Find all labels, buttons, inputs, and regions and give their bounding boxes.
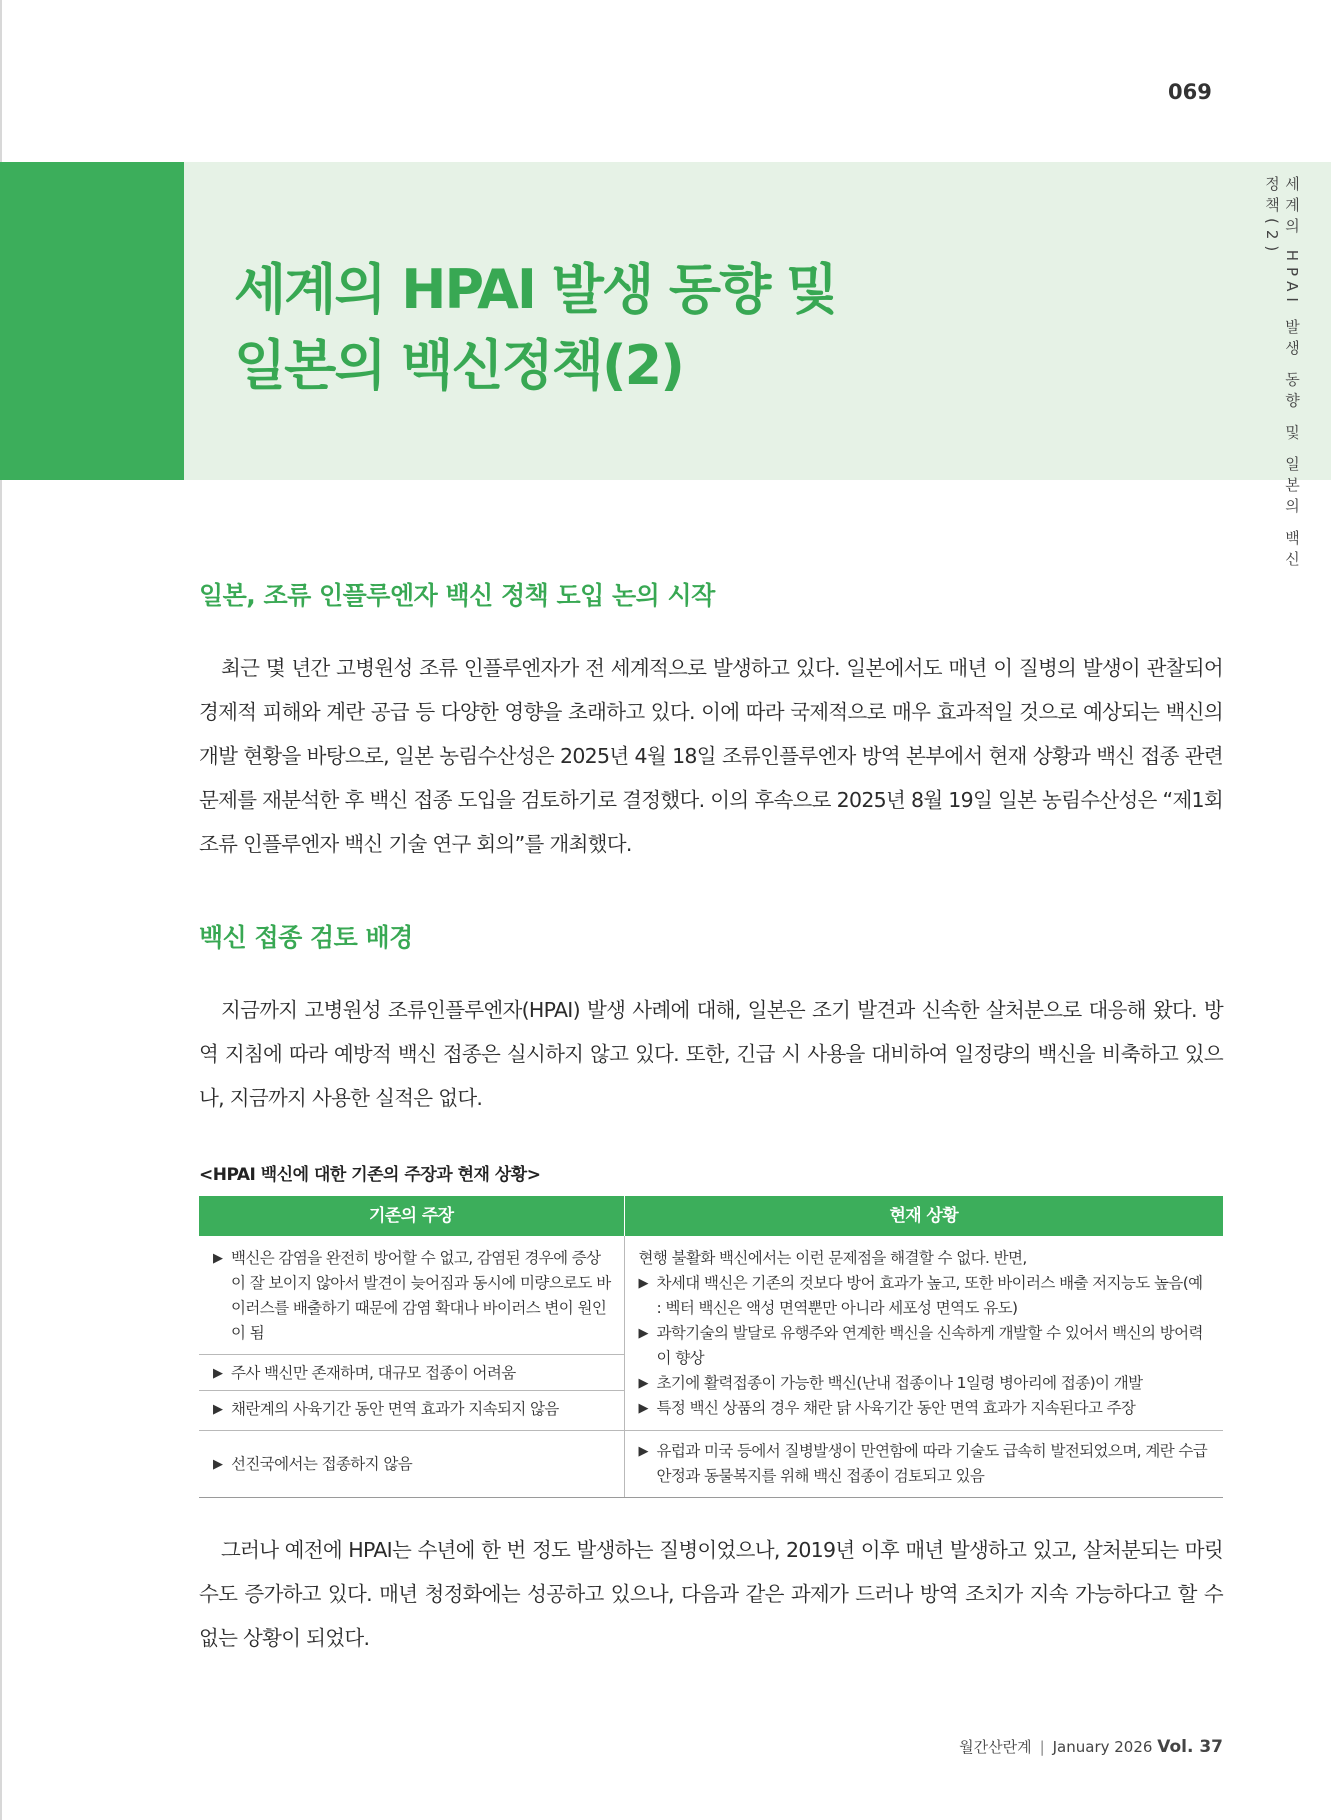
footer-issue-date: January 2026 — [1052, 1738, 1153, 1756]
paragraph-background-text: 지금까지 고병원성 조류인플루엔자(HPAI) 발생 사례에 대해, 일본은 조기 발견과 신속한 살처분으로 대응해 왔다. 방역 지침에 따라 예방적 백신 접종은 실시하지 않고 있다. 또한, 긴급 시 사용을 대비하여 일정량의 백신을 비축하고 있으나, 지금까지 사용한 실적은 없다. — [199, 998, 1223, 1110]
table-header-row — [199, 1196, 1223, 1236]
bullet-icon: ▶ — [213, 1366, 223, 1381]
header-current-status: 현재 상황 — [624, 1196, 1223, 1236]
paragraph-closing-text: 그러나 예전에 HPAI는 수년에 한 번 정도 발생하는 질병이었으나, 2019년 이후 매년 발생하고 있고, 살처분되는 마릿수도 증가하고 있다. 매년 청정화에는 성공하고 있으나, 다음과 같은 과제가 드러나 방역 조치가 지속 가능하다고 할 수 없는 상황이 되었다. — [199, 1538, 1223, 1650]
article-title — [234, 252, 836, 404]
bullet-icon: ▶ — [213, 1456, 223, 1472]
footer-magazine-name: 월간산란계 — [959, 1738, 1032, 1756]
claim-cell — [199, 1431, 624, 1498]
vertical-side-title: 세계의 HPAI 발생 동향 및 일본의 백신정책(2) — [1263, 176, 1301, 572]
claim-item: ▶ 선진국에서는 접종하지 않음 — [213, 1452, 612, 1477]
section-heading-background: 백신 접종 검토 배경 — [199, 923, 413, 952]
current-status-cell — [624, 1236, 1223, 1431]
bullet-icon: ▶ — [638, 1326, 648, 1341]
bullet-icon: ▶ — [638, 1276, 648, 1291]
claim-cell — [199, 1391, 624, 1431]
current-status-cell — [624, 1431, 1223, 1498]
claim-cell — [199, 1355, 624, 1391]
bullet-icon: ▶ — [638, 1401, 648, 1416]
title-banner-accent-block — [0, 162, 184, 480]
paragraph-policy-discussion — [199, 646, 1223, 866]
current-status-item: ▶ 초기에 활력접종이 가능한 백신(난내 접종이나 1일령 병아리에 접종)이 개발 — [639, 1371, 1212, 1396]
footer-separator: | — [1039, 1738, 1045, 1756]
header-existing-claims: 기존의 주장 — [199, 1196, 624, 1236]
current-status-item: ▶ 차세대 백신은 기존의 것보다 방어 효과가 높고, 또한 바이러스 배출 저지능도 높음(예 : 벡터 백신은 액성 면역뿐만 아니라 세포성 면역도 유도) — [639, 1271, 1212, 1321]
paragraph-background — [199, 988, 1223, 1120]
article-title-line-1: 세계의 HPAI 발생 동향 및 — [234, 258, 837, 321]
current-status-intro: 현행 불활화 백신에서는 이런 문제점을 해결할 수 없다. 반면, — [638, 1249, 1027, 1267]
table-row — [199, 1431, 1223, 1498]
footer-volume: Vol. 37 — [1157, 1737, 1223, 1757]
table-row — [199, 1236, 1223, 1355]
bullet-icon: ▶ — [213, 1251, 223, 1266]
page-number: 069 — [1168, 80, 1212, 104]
claim-item: ▶ 백신은 감염을 완전히 방어할 수 없고, 감염된 경우에 증상이 잘 보이지 않아서 발견이 늦어짐과 동시에 미량으로도 바이러스를 배출하기 때문에 감염 확대나 바이러스 변이 원인이 됨 — [213, 1246, 612, 1346]
paragraph-policy-discussion-text: 최근 몇 년간 고병원성 조류 인플루엔자가 전 세계적으로 발생하고 있다. 일본에서도 매년 이 질병의 발생이 관찰되어 경제적 피해와 계란 공급 등 다양한 영향을 초래하고 있다. 이에 따라 국제적으로 매우 효과적일 것으로 예상되는 백신의 개발 현황을 바탕으로, 일본 농림수산성은 2025년 4월 18일 조류인플루엔자 방역 본부에서 현재 상황과 백신 접종 관련 문제를 재분석한 후 백신 접종 도입을 검토하기로 결정했다. 이의 후속으로 2025년 8월 19일 일본 농림수산성은 “제1회 조류 인플루엔자 백신 기술 연구 회의”를 개최했다. — [199, 656, 1223, 856]
paragraph-closing — [199, 1528, 1223, 1660]
claims-vs-current-table — [199, 1196, 1223, 1498]
article-title-line-2: 일본의 백신정책(2) — [234, 334, 683, 397]
bullet-icon: ▶ — [213, 1402, 223, 1417]
section-heading-policy-discussion: 일본, 조류 인플루엔자 백신 정책 도입 논의 시작 — [199, 581, 715, 610]
table-caption: <HPAI 백신에 대한 기존의 주장과 현재 상황> — [199, 1165, 541, 1185]
current-status-item: ▶ 유럽과 미국 등에서 질병발생이 만연함에 따라 기술도 급속히 발전되었으며, 계란 수급안정과 동물복지를 위해 백신 접종이 검토되고 있음 — [639, 1439, 1212, 1489]
bullet-icon: ▶ — [638, 1444, 648, 1459]
current-status-item: ▶ 과학기술의 발달로 유행주와 연계한 백신을 신속하게 개발할 수 있어서 백신의 방어력이 향상 — [639, 1321, 1212, 1371]
claim-cell — [199, 1236, 624, 1355]
current-status-item: ▶ 특정 백신 상품의 경우 채란 닭 사육기간 동안 면역 효과가 지속된다고 주장 — [639, 1396, 1212, 1421]
claim-item: ▶ 채란계의 사육기간 동안 면역 효과가 지속되지 않음 — [213, 1397, 612, 1422]
claim-item: ▶ 주사 백신만 존재하며, 대규모 접종이 어려움 — [213, 1361, 612, 1386]
bullet-icon: ▶ — [638, 1376, 648, 1391]
page-footer — [959, 1736, 1223, 1757]
